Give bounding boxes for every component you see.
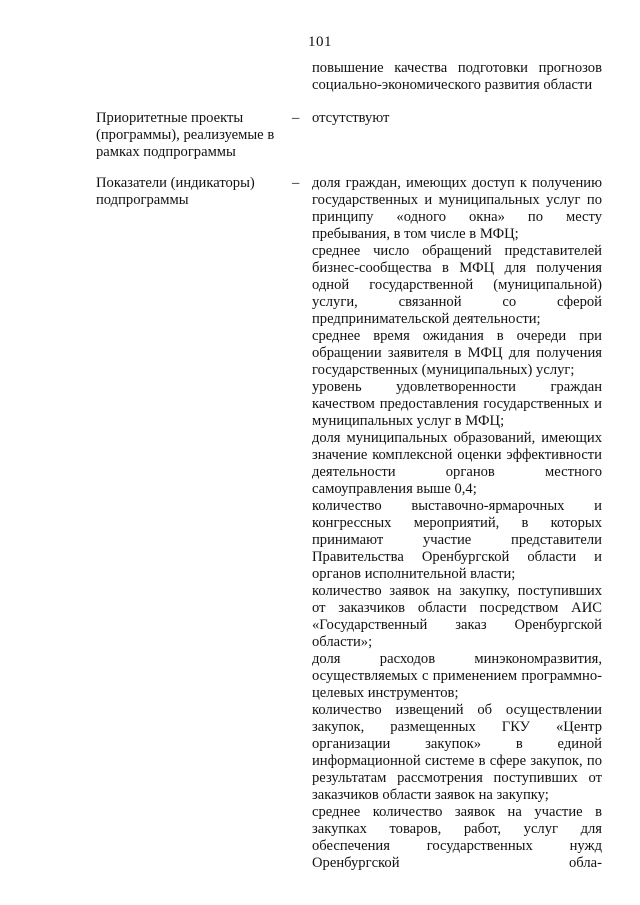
indicator-item: доля граждан, имеющих доступ к получению государственных и муниципальных услуг по принципу «одного окна» по месту пребывания, в том числе в МФЦ; bbox=[312, 175, 602, 242]
indicator-item: количество извещений об осуществлении закупок, размещенных ГКУ «Центр организации закупок» в единой информационной системе в сфере закупок, по результатам рассмотрения поступивших от заказчиков области заявок на закупку; bbox=[312, 702, 602, 803]
indicator-item: количество заявок на закупку, поступивших от заказчиков области посредством АИС «Государственный заказ Оренбургской области»; bbox=[312, 583, 602, 650]
continuation-line: повышение качества подготовки прогнозов bbox=[312, 60, 602, 76]
indicator-item: количество выставочно-ярмарочных и конгрессных мероприятий, в которых принимают участие представители Правительства Оренбургской области и органов исполнительной власти; bbox=[312, 498, 602, 582]
row-dash: – bbox=[292, 110, 300, 126]
row-value-priority-projects: отсутствуют bbox=[312, 110, 390, 126]
continuation-text bbox=[312, 60, 602, 94]
indicator-item: среднее время ожидания в очереди при обращении заявителя в МФЦ для получения государственных (муниципальных) услуг; bbox=[312, 328, 602, 378]
page-number: 101 bbox=[308, 34, 332, 50]
indicator-item: уровень удовлетворенности граждан качеством предоставления государственных и муниципальных услуг в МФЦ; bbox=[312, 379, 602, 429]
row-label-priority-projects: Приоритетные проекты (программы), реализуемые в рамках подпрограммы bbox=[96, 110, 275, 160]
row-dash: – bbox=[292, 175, 300, 191]
row-label-indicators: Показатели (индикаторы) подпрограммы bbox=[96, 175, 255, 208]
indicator-item: среднее количество заявок на участие в закупках товаров, работ, услуг для обеспечения государственных нужд Оренбургской обла- bbox=[312, 804, 602, 871]
indicator-item: доля муниципальных образований, имеющих значение комплексной оценки эффективности деятельности органов местного самоуправления выше 0,4; bbox=[312, 430, 602, 497]
continuation-line: социально-экономического развития области bbox=[312, 77, 593, 93]
indicator-item: среднее число обращений представителей бизнес-сообщества в МФЦ для получения одной государственной (муниципальной) услуги, связанной со сферой предпринимательской деятельности; bbox=[312, 243, 602, 327]
indicator-item: доля расходов минэкономразвития, осуществляемых с применением программно-целевых инструментов; bbox=[312, 651, 602, 701]
indicator-list bbox=[312, 175, 602, 872]
